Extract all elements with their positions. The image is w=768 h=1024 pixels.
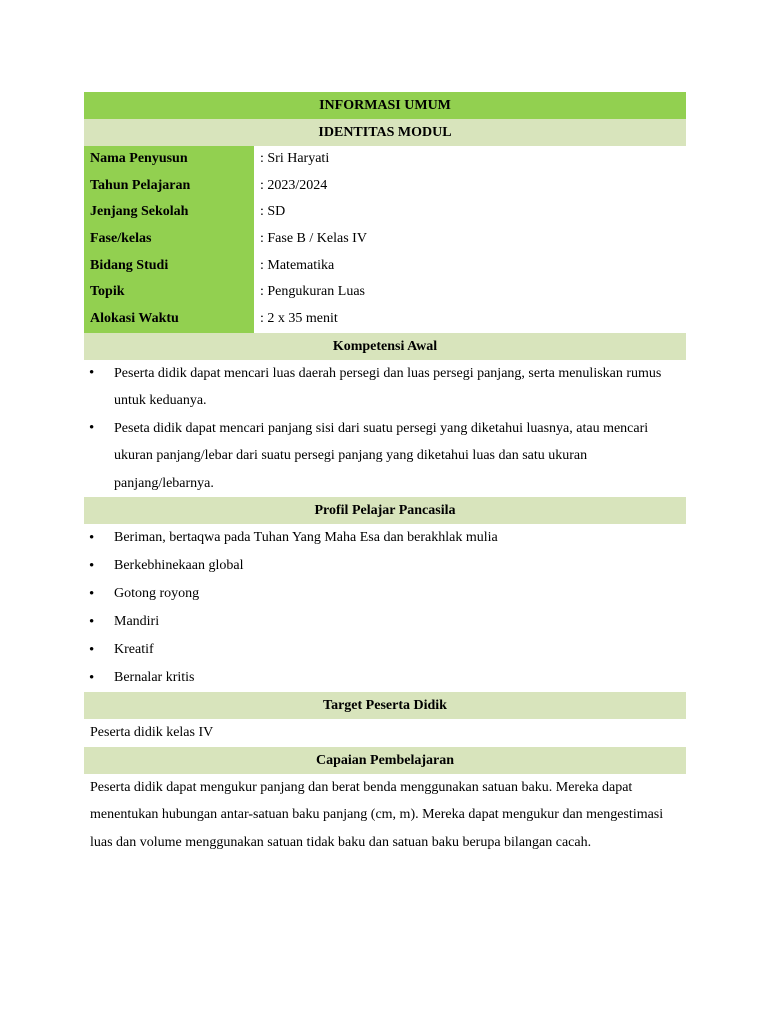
label-nama-penyusun: Nama Penyusun — [90, 151, 188, 166]
label-alokasi-waktu: Alokasi Waktu — [90, 311, 179, 327]
value-alokasi-waktu: : 2 x 35 menit — [260, 311, 338, 327]
header-profil-pelajar: Profil Pelajar Pancasila — [84, 497, 686, 524]
identitas-values — [254, 146, 686, 333]
value-nama-penyusun: : Sri Haryati — [260, 151, 330, 166]
header-capaian-pembelajaran: Capaian Pembelajaran — [84, 747, 686, 774]
label-tahun-pelajaran: Tahun Pelajaran — [90, 177, 191, 193]
value-fase-kelas: : Fase B / Kelas IV — [260, 231, 367, 247]
identitas-labels — [84, 146, 254, 333]
value-jenjang-sekolah: : SD — [260, 204, 286, 220]
identitas-table — [84, 146, 686, 333]
profil-pelajar-list — [84, 524, 686, 692]
value-bidang-studi: : Matematika — [260, 257, 335, 273]
value-topik: : Pengukuran Luas — [260, 284, 365, 300]
header-identitas-modul: IDENTITAS MODUL — [84, 119, 686, 146]
capaian-text: Peserta didik dapat mengukur panjang dan berat benda menggunakan satuan baku. Mereka dapat menentukan hubungan antar-satuan baku panjang (cm, m). Mereka dapat mengukur dan mengestimasi luas dan volume menggunakan satuan tidak baku dan satuan baku berupa bilangan cacah. — [90, 779, 664, 850]
label-topik: Topik — [90, 284, 125, 300]
module-document — [84, 92, 686, 856]
list-item: • Gotong royong — [84, 580, 686, 608]
label-bidang-studi: Bidang Studi — [90, 257, 169, 273]
header-kompetensi-awal: Kompetensi Awal — [84, 333, 686, 360]
list-item: • Mandiri — [84, 608, 686, 636]
label-jenjang-sekolah: Jenjang Sekolah — [90, 204, 189, 220]
header-target-peserta: Target Peserta Didik — [84, 692, 686, 719]
value-tahun-pelajaran: : 2023/2024 — [260, 177, 328, 193]
target-peserta-text: Peserta didik kelas IV — [90, 725, 214, 741]
list-item: • Peserta didik dapat mencari luas daerah persegi dan luas persegi panjang, serta menuliskan rumus untuk keduanya. — [84, 360, 686, 415]
label-fase-kelas: Fase/kelas — [90, 231, 152, 247]
list-item: • Bernalar kritis — [84, 664, 686, 692]
list-item: • Kreatif — [84, 636, 686, 664]
list-item: • Berkebhinekaan global — [84, 552, 686, 580]
list-item: • Peseta didik dapat mencari panjang sisi dari suatu persegi yang diketahui luasnya, atau mencari ukuran panjang/lebar dari suatu persegi panjang yang diketahui luas dan satu ukuran panjang/lebarnya. — [84, 415, 686, 498]
kompetensi-awal-list — [84, 360, 686, 498]
header-informasi-umum: INFORMASI UMUM — [84, 92, 686, 119]
list-item: • Beriman, bertaqwa pada Tuhan Yang Maha Esa dan berakhlak mulia — [84, 524, 686, 552]
